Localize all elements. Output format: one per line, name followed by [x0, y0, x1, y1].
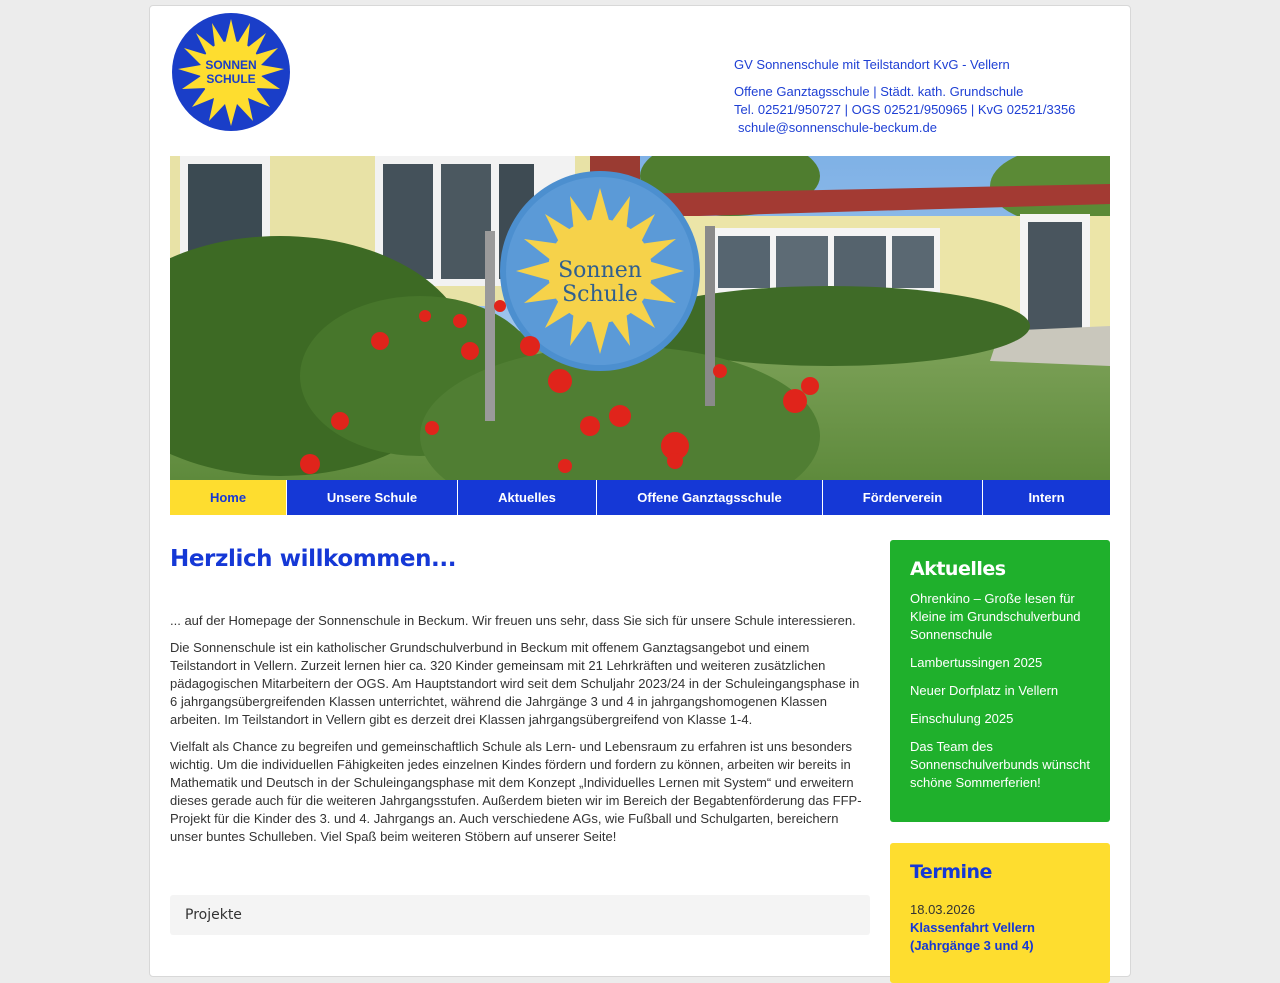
concept-paragraph: Vielfalt als Chance zu begreifen und gemeinschaftlich Schule als Lern- und Lebensraum zu erfahren ist uns besonders wichtig. Um die individuellen Fähigkeiten jedes einzelnen Kindes fördern und fordern zu können, arbeiten wir bereits in Mathematik und Deutsch in der Schuleingangsphase mit dem Konzept „Individuelles Lernen mit System“ und erweitern dieses gerade auch für die weiteren Jahrgangsstufen. Außerdem bieten wir im Bereich der Begabtenförderung das FFP-Projekt für die Kinder des 3. und 4. Jahrgangs an. Auch verschiedene AGs, wie Fußball und Schulgarten, bereichern unser buntes Schulleben. Viel Spaß beim weiteren Stöbern auf unserer Seite! — [170, 739, 862, 844]
intro-text: ... auf der Homepage der Sonnenschule in Beckum. Wir freuen uns sehr, dass Sie sich für unsere Schule interessieren. — [170, 613, 856, 628]
event-date: 18.03.2026 — [910, 902, 976, 917]
logo-text-bottom: SCHULE — [206, 72, 256, 86]
school-photo — [170, 156, 1110, 480]
school-type: Offene Ganztagsschule | Städt. kath. Grundschule — [734, 84, 1024, 99]
nav-item-intern[interactable]: Intern — [1028, 490, 1065, 505]
nav-item-unsere-schule[interactable]: Unsere Schule — [287, 480, 458, 515]
projekte-panel[interactable]: Projekte — [170, 895, 870, 935]
nav-item-home[interactable]: Home — [170, 480, 287, 515]
news-item[interactable]: Neuer Dorfplatz in Vellern — [910, 683, 1059, 698]
school-name: GV Sonnenschule mit Teilstandort KvG - Vellern — [734, 57, 1010, 72]
about-paragraph: Die Sonnenschule ist ein katholischer Grundschulverbund in Beckum mit offenem Ganztagsangebot und einem Teilstandort in Vellern. Zurzeit lernen hier ca. 320 Kinder gemeinsam mit 21 Lehrkräften und weiteren zusätzlichen pädagogischen Mitarbeitern der OGS. Am Hauptstandort wird seit dem Schuljahr 2023/24 in der Schuleingangsphase in 6 jahrgangsübergreifenden Klassen unterrichtet, während die Jahrgänge 3 und 4 in jahrgangshomogenen Klassen arbeiten. Im Teilstandort in Vellern gibt es derzeit drei Klassen jahrgangsübergreifend von Klasse 1-4. — [170, 640, 860, 727]
page-title: Herzlich willkommen... — [170, 546, 457, 572]
email-link[interactable]: schule@sonnenschule-beckum.de — [738, 120, 937, 135]
main-content — [170, 546, 870, 923]
news-item[interactable]: Einschulung 2025 — [910, 711, 1014, 726]
nav-item-aktuelles[interactable]: Aktuelles — [458, 480, 597, 515]
page-container — [149, 5, 1131, 977]
sign-text-bottom: Schule — [562, 282, 638, 307]
nav-item-foerderverein[interactable]: Förderverein — [823, 480, 983, 515]
main-nav — [170, 480, 1110, 515]
sign-text-top: Sonnen — [558, 258, 642, 283]
event-link[interactable]: Klassenfahrt Vellern (Jahrgänge 3 und 4) — [910, 920, 1035, 953]
phone-numbers: Tel. 02521/950727 | OGS 02521/950965 | KvG 02521/3356 — [734, 102, 1076, 117]
news-box — [890, 540, 1110, 822]
news-item[interactable]: Das Team des Sonnenschulverbunds wünscht schöne Sommerferien! — [910, 739, 1090, 790]
nav-item-offene-ganztagsschule[interactable]: Offene Ganztagsschule — [597, 480, 823, 515]
hero-image — [170, 156, 1110, 480]
news-item[interactable]: Ohrenkino – Große lesen für Kleine im Grundschulverbund Sonnenschule — [910, 591, 1081, 642]
sun-logo-icon — [170, 11, 292, 133]
school-logo[interactable] — [170, 11, 292, 133]
dates-title: Termine — [910, 861, 992, 883]
news-list — [910, 590, 1090, 792]
contact-info — [734, 56, 1075, 137]
logo-text-top: SONNEN — [205, 58, 257, 72]
dates-box — [890, 843, 1110, 983]
news-item[interactable]: Lambertussingen 2025 — [910, 655, 1043, 670]
news-title: Aktuelles — [910, 558, 1006, 580]
